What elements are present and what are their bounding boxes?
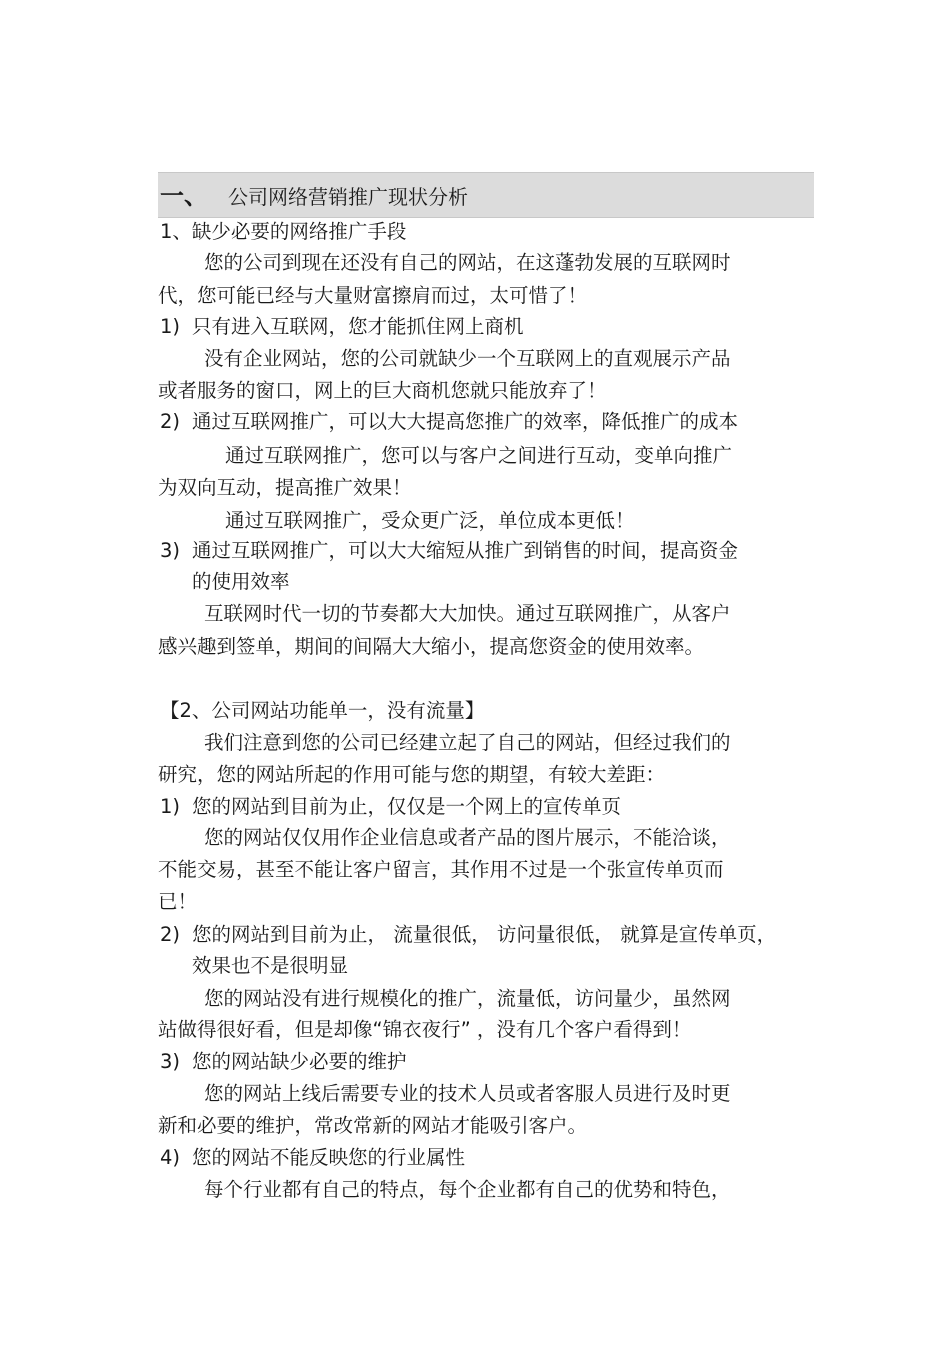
paragraph-line: 通过互联网推广，受众更广泛，单位成本更低！ xyxy=(225,509,635,532)
paragraph-line: 为双向互动，提高推广效果！ xyxy=(158,476,412,499)
paragraph-line: 代，您可能已经与大量财富擦肩而过，太可惜了！ xyxy=(158,284,588,307)
list-number: 1) xyxy=(160,795,181,818)
paragraph-line: 每个行业都有自己的特点，每个企业都有自己的优势和特色， xyxy=(204,1178,731,1201)
list-number: 3) xyxy=(160,539,181,562)
list-item-title: 您的网站缺少必要的维护 xyxy=(192,1050,407,1073)
list-item-title: 通过互联网推广，可以大大提高您推广的效率，降低推广的成本 xyxy=(192,410,739,433)
list-number: 1) xyxy=(160,315,181,338)
section-number: 一、 xyxy=(160,182,208,210)
paragraph-line: 新和必要的维护，常改常新的网站才能吸引客户。 xyxy=(158,1114,588,1137)
list-item-title: 您的网站不能反映您的行业属性 xyxy=(192,1146,466,1169)
list-number: 2) xyxy=(160,923,181,946)
paragraph-line: 研究，您的网站所起的作用可能与您的期望，有较大差距： xyxy=(158,763,666,786)
paragraph-line: 互联网时代一切的节奏都大大加快。通过互联网推广，从客户 xyxy=(204,602,731,625)
paragraph-line: 或者服务的窗口，网上的巨大商机您就只能放弃了！ xyxy=(158,379,607,402)
list-item-title: 的使用效率 xyxy=(192,570,290,593)
paragraph-line: 感兴趣到签单，期间的间隔大大缩小，提高您资金的使用效率。 xyxy=(158,635,705,658)
list-item-title: 您的网站到目前为止， 流量很低， 访问量很低， 就算是宣传单页， xyxy=(192,923,777,946)
paragraph-line: 通过互联网推广，您可以与客户之间进行互动，变单向推广 xyxy=(225,444,733,467)
paragraph-line: 您的网站上线后需要专业的技术人员或者客服人员进行及时更 xyxy=(204,1082,731,1105)
paragraph-line: 站做得很好看，但是却像“锦衣夜行” ，没有几个客户看得到！ xyxy=(158,1018,692,1041)
paragraph-line: 已！ xyxy=(158,890,198,913)
paragraph-line: 我们注意到您的公司已经建立起了自己的网站，但经过我们的 xyxy=(204,731,731,754)
list-item-title: 通过互联网推广，可以大大缩短从推广到销售的时间，提高资金 xyxy=(192,539,739,562)
paragraph-line: 您的网站没有进行规模化的推广，流量低，访问量少，虽然网 xyxy=(204,987,731,1010)
list-number: 4) xyxy=(160,1146,181,1169)
paragraph-line: 没有企业网站，您的公司就缺少一个互联网上的直观展示产品 xyxy=(204,347,731,370)
list-number: 3) xyxy=(160,1050,181,1073)
list-item-title: 您的网站到目前为止，仅仅是一个网上的宣传单页 xyxy=(192,795,622,818)
paragraph-line: 您的网站仅仅用作企业信息或者产品的图片展示，不能洽谈， xyxy=(204,826,731,849)
list-item-title: 只有进入互联网，您才能抓住网上商机 xyxy=(192,315,524,338)
paragraph-line: 不能交易，甚至不能让客户留言，其作用不过是一个张宣传单页而 xyxy=(158,858,724,881)
list-item-title: 效果也不是很明显 xyxy=(192,954,349,977)
list-number: 2) xyxy=(160,410,181,433)
subheading-2: 【2、公司网站功能单一，没有流量】 xyxy=(160,699,485,722)
paragraph-line: 您的公司到现在还没有自己的网站，在这蓬勃发展的互联网时 xyxy=(204,251,731,274)
section-title: 公司网络营销推广现状分析 xyxy=(228,185,468,209)
subheading-1: 1、缺少必要的网络推广手段 xyxy=(160,220,407,243)
